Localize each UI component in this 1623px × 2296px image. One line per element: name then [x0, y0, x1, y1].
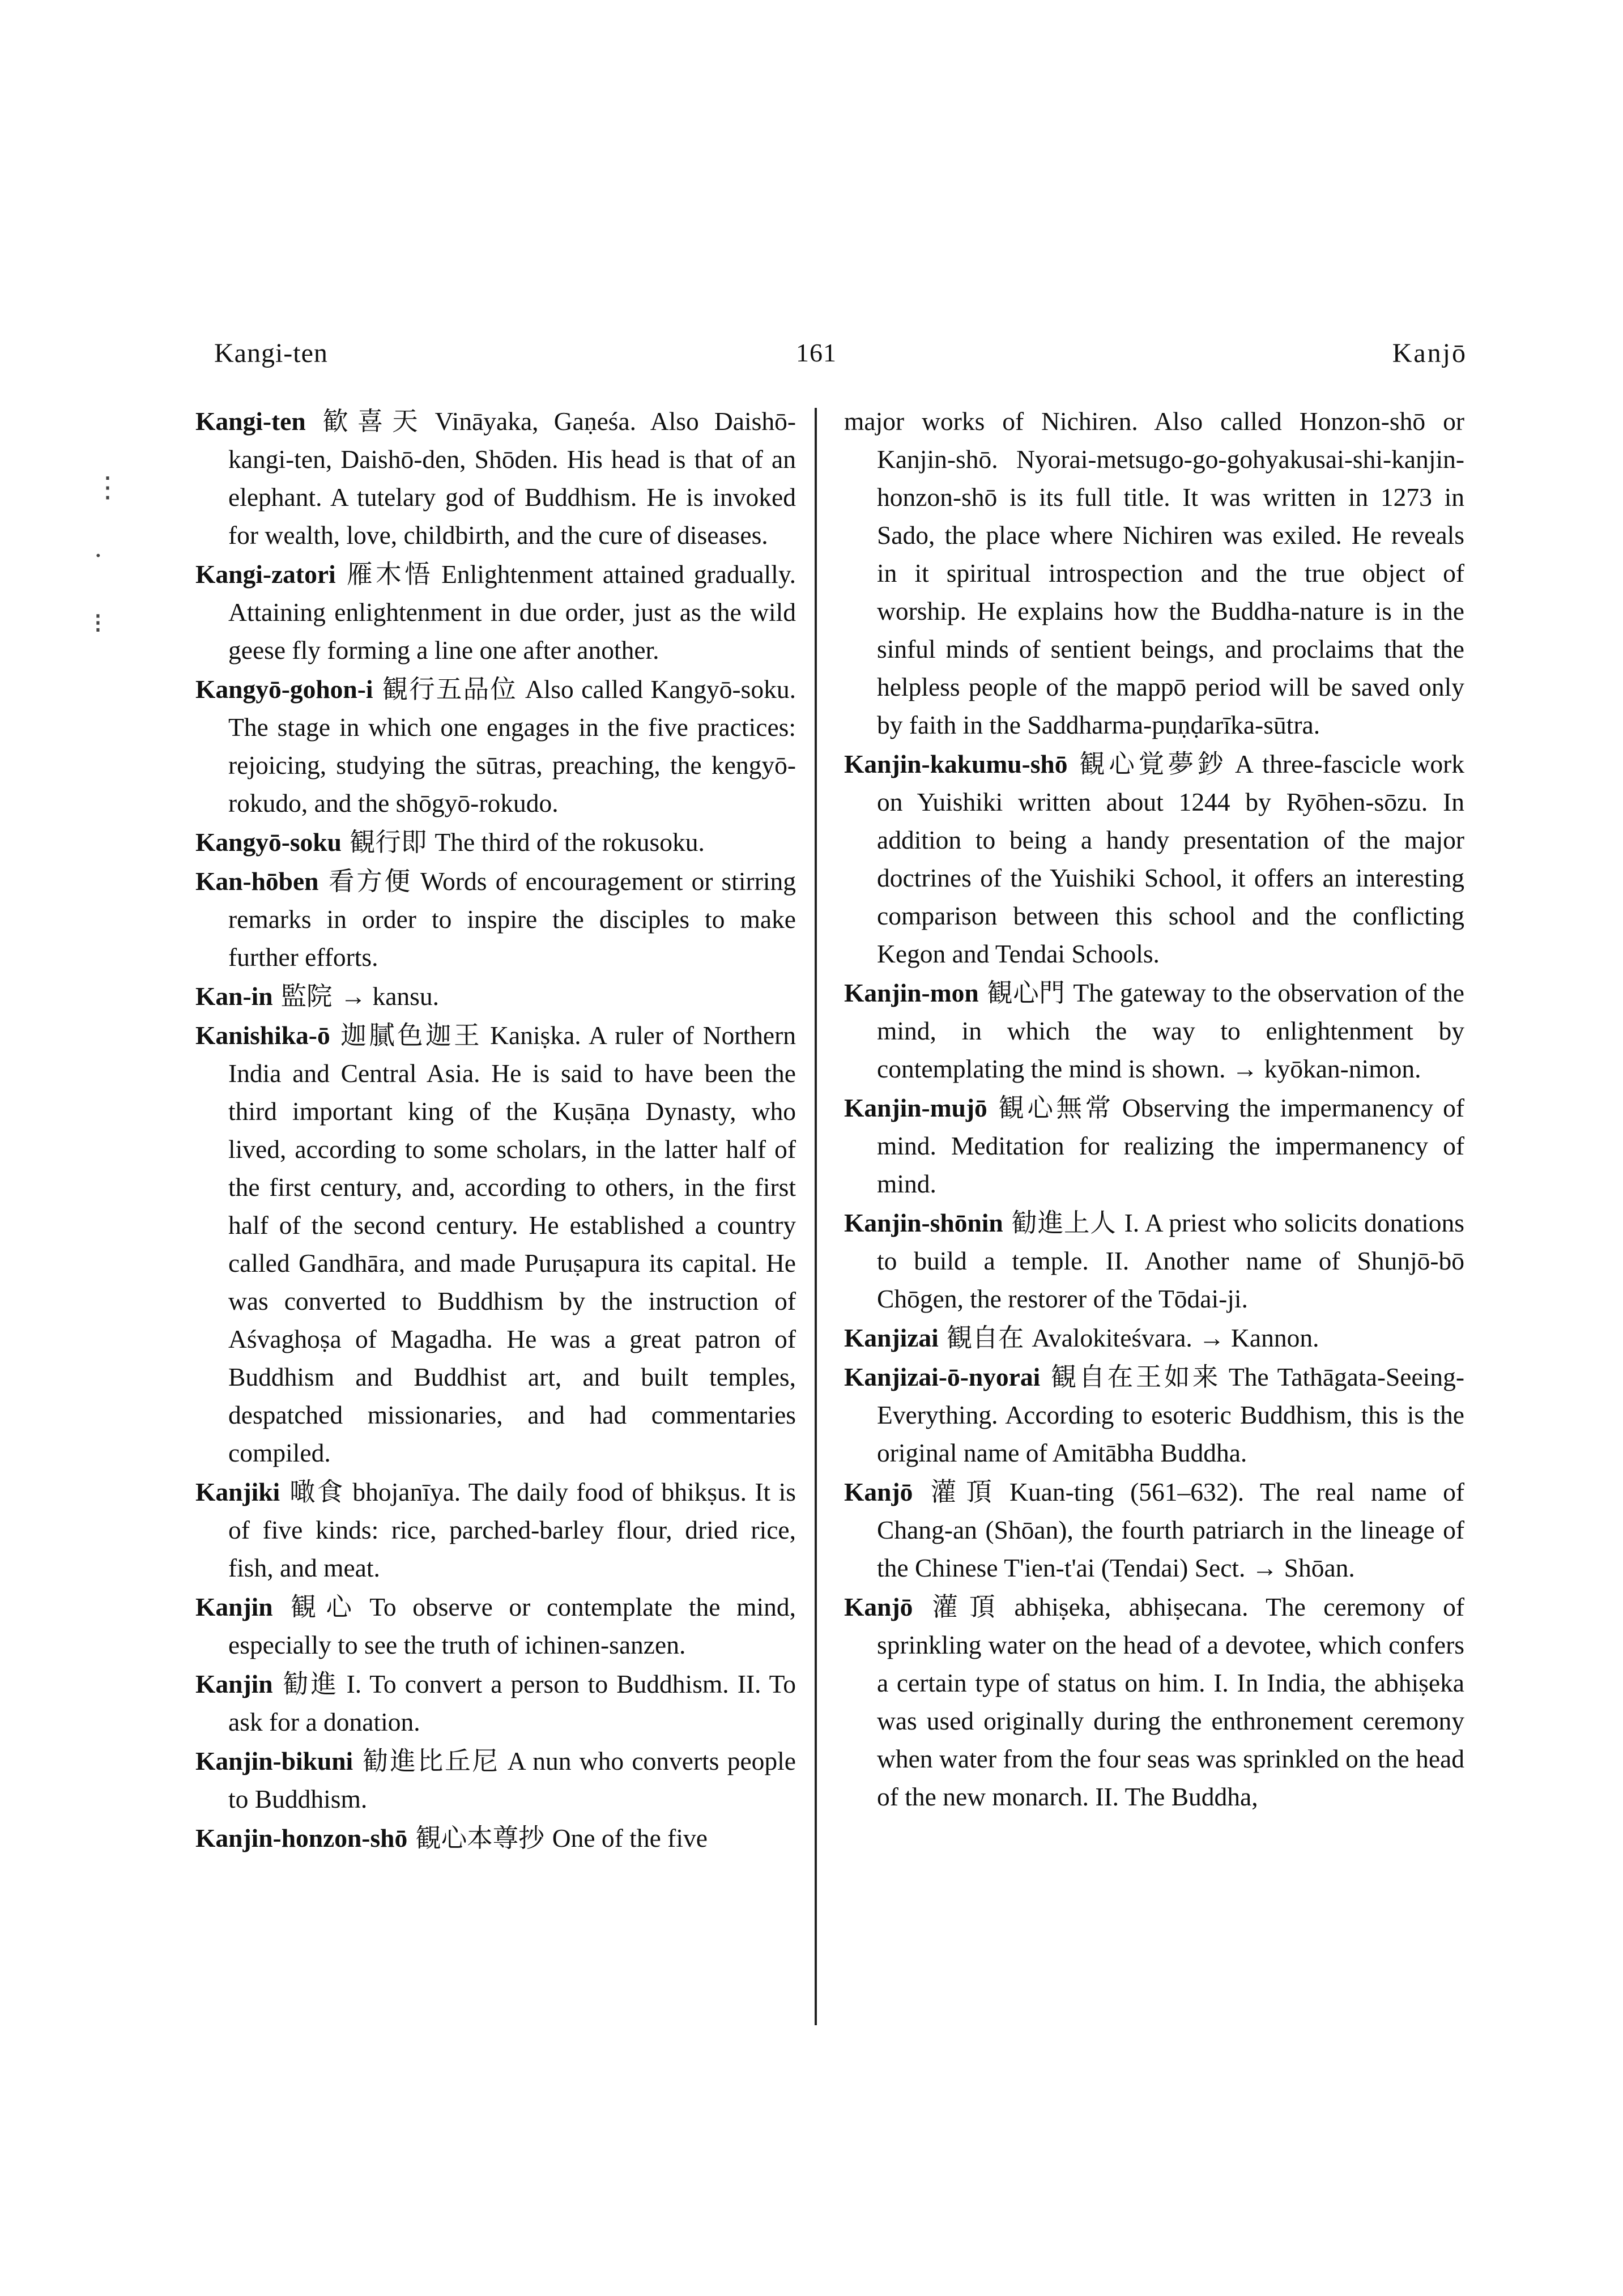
margin-specks: ⋮ · ⁝: [93, 471, 122, 639]
entry-kanji: 観自在王如来: [1048, 1362, 1221, 1391]
entry-body: Kuan-ting (561–632). The real name of Chang-an (Shōan), the fourth patriarch in the lineage of the Chinese T'ien-t'ai (Tendai) Sect. → Shōan.: [877, 1477, 1464, 1582]
dictionary-entry: [195, 977, 796, 1015]
entry-body: Words of encouragement or stirring remarks in order to inspire the disciples to make further efforts.: [228, 867, 796, 972]
entry-body: I. A priest who solicits donations to build a temple. II. Another name of Shunjō-bō Chōgen, the restorer of the Tōdai-ji.: [877, 1208, 1464, 1313]
entry-kanji: 看方便: [326, 867, 412, 896]
entry-headword: Kan-hōben: [195, 867, 319, 896]
entry-kanji: 観心本尊抄: [415, 1824, 544, 1852]
entry-body: Vināyaka, Gaṇeśa. Also Daishō-kangi-ten, Daishō-den, Shōden. His head is that of an elephant. A tutelary god of Buddhism. He is invoked for wealth, love, childbirth, and the cure of diseases.: [228, 407, 796, 549]
dictionary-entry: [844, 402, 1464, 744]
left-column: [195, 402, 796, 1858]
entry-kanji: 観心覚夢鈔: [1075, 749, 1228, 778]
dictionary-entry: [844, 1473, 1464, 1587]
entry-kanji: 勧進: [280, 1669, 339, 1698]
entry-headword: Kan-in: [195, 982, 273, 1011]
dictionary-entry: [844, 974, 1464, 1088]
entry-body: major works of Nichiren. Also called Honzon-shō or Kanjin-shō. Nyorai-metsugo-go-gohyakusai-shi-kanjin-honzon-shō is its full title. It was written in 1273 in Sado, the place where Nichiren was exiled. He reveals in it spiritual introspection and the true object of worship. He explains how the Buddha-nature is in the sinful minds of sentient beings, and proclaims that the helpless people of the mappō period will be saved only by faith in the Saddharma-puṇḍarīka-sūtra.: [844, 407, 1464, 739]
dictionary-entry: [844, 1204, 1464, 1318]
entry-kanji: 勧進上人: [1011, 1208, 1117, 1237]
entry-headword: Kangyō-soku: [195, 828, 342, 857]
entry-body: Observing the impermanency of mind. Meditation for realizing the impermanency of mind.: [877, 1093, 1464, 1198]
entry-kanji: 噉食: [288, 1477, 345, 1506]
dictionary-entry: [844, 745, 1464, 973]
entry-body: Avalokiteśvara. → Kannon.: [1032, 1323, 1319, 1352]
entry-kanji: 勧進比丘尼: [361, 1747, 500, 1775]
right-column: [844, 402, 1464, 1817]
entry-headword: Kanjizai: [844, 1323, 939, 1352]
dictionary-entry: [195, 1016, 796, 1472]
entry-kanji: 監院: [280, 982, 333, 1011]
page-number: 161: [796, 338, 837, 367]
dictionary-entry: [844, 1319, 1464, 1357]
entry-headword: Kanishika-ō: [195, 1021, 330, 1050]
entry-kanji: 観心門: [986, 978, 1066, 1007]
entry-body: One of the five: [552, 1824, 708, 1852]
entry-body: Enlightenment attained gradually. Attaining enlightenment in due order, just as the wild geese fly forming a line one after another.: [228, 560, 796, 664]
dictionary-entry: [195, 823, 796, 861]
dictionary-entry: [195, 1473, 796, 1587]
dictionary-entry: [195, 1742, 796, 1818]
entry-headword: Kanjiki: [195, 1477, 280, 1506]
entry-headword: Kanjin-shōnin: [844, 1208, 1003, 1237]
entry-headword: Kanjō: [844, 1477, 913, 1506]
entry-headword: Kanjin-kakumu-shō: [844, 749, 1068, 778]
entry-body: bhojanīya. The daily food of bhikṣus. It is of five kinds: rice, parched-barley flour, dried rice, fish, and meat.: [228, 1477, 796, 1582]
entry-headword: Kanjin-honzon-shō: [195, 1824, 408, 1852]
entry-body: Also called Kangyō-soku. The stage in which one engages in the five practices: rejoicing, studying the sūtras, preaching, the kengyō-rokudo, and the shōgyō-rokudo.: [228, 675, 796, 817]
entry-headword: Kanjin-bikuni: [195, 1747, 353, 1775]
entry-body: Kaniṣka. A ruler of Northern India and Central Asia. He is said to have been the third important king of the Kuṣāṇa Dynasty, who lived, according to some scholars, in the latter half of the first century, and, according to others, in the first half of the second century. He established a country called Gandhāra, and made Puruṣapura its capital. He was converted to Buddhism by the instruction of Aśvaghoṣa of Magadha. He was a great patron of Buddhism and Buddhist art, and built temples, despatched missionaries, and had commentaries compiled.: [228, 1021, 796, 1467]
entry-kanji: 観自在: [946, 1323, 1024, 1352]
dictionary-entry: [844, 1588, 1464, 1816]
running-head-left: Kangi-ten: [214, 338, 328, 368]
entry-body: The gateway to the observation of the mind, in which the way to enlightenment by contemplating the mind is shown. → kyōkan-nimon.: [877, 978, 1464, 1083]
running-head-right: Kanjō: [1392, 338, 1467, 368]
entry-kanji: 観行即: [349, 828, 427, 857]
entry-headword: Kanjin-mon: [844, 978, 979, 1007]
dictionary-entry: [195, 862, 796, 976]
entry-kanji: 観心無常: [995, 1093, 1114, 1122]
column-divider: [815, 408, 817, 2025]
entry-headword: Kanjizai-ō-nyorai: [844, 1362, 1041, 1391]
entry-headword: Kanjin: [195, 1592, 273, 1621]
entry-kanji: 迦膩色迦王: [338, 1021, 483, 1050]
dictionary-entry: [195, 670, 796, 822]
entry-body: abhiṣeka, abhiṣecana. The ceremony of sprinkling water on the head of a devotee, which confers a certain type of status on him. I. In India, the abhiṣeka was used originally during the enthronement ceremony when water from the four seas was sprinkled on the head of the new monarch. II. The Buddha,: [877, 1592, 1464, 1811]
entry-headword: Kangi-ten: [195, 407, 306, 436]
entry-kanji: 観心: [280, 1592, 362, 1621]
entry-body: A nun who converts people to Buddhism.: [228, 1747, 796, 1813]
entry-body: I. To convert a person to Buddhism. II. To ask for a donation.: [228, 1669, 796, 1736]
entry-headword: Kanjin-mujō: [844, 1093, 987, 1122]
entry-kanji: 雁木悟: [343, 560, 434, 589]
entry-headword: Kangyō-gohon-i: [195, 675, 373, 704]
entry-body: A three-fascicle work on Yuishiki written about 1244 by Ryōhen-sōzu. In addition to being a handy presentation of the major doctrines of the Yuishiki School, it offers an interesting comparison between this school and the conflicting Kegon and Tendai Schools.: [877, 749, 1464, 968]
dictionary-entry: [195, 1819, 796, 1857]
dictionary-entry: [195, 402, 796, 554]
entry-kanji: 灌頂: [921, 1592, 1007, 1621]
entry-kanji: 歓喜天: [313, 407, 427, 436]
entry-headword: Kangi-zatori: [195, 560, 336, 589]
entry-headword: Kanjō: [844, 1592, 913, 1621]
entry-body: To observe or contemplate the mind, especially to see the truth of ichinen-sanzen.: [228, 1592, 796, 1659]
entry-headword: Kanjin: [195, 1669, 273, 1698]
dictionary-entry: [844, 1358, 1464, 1472]
entry-kanji: 灌頂: [921, 1477, 1002, 1506]
dictionary-entry: [195, 555, 796, 669]
entry-body: → kansu.: [340, 982, 439, 1011]
entry-kanji: 観行五品位: [381, 675, 517, 704]
entry-body: The third of the rokusoku.: [434, 828, 705, 857]
entry-body: The Tathāgata-Seeing-Everything. According to esoteric Buddhism, this is the original name of Amitābha Buddha.: [877, 1362, 1464, 1467]
dictionary-entry: [844, 1089, 1464, 1203]
dictionary-entry: [195, 1588, 796, 1664]
dictionary-entry: [195, 1665, 796, 1741]
